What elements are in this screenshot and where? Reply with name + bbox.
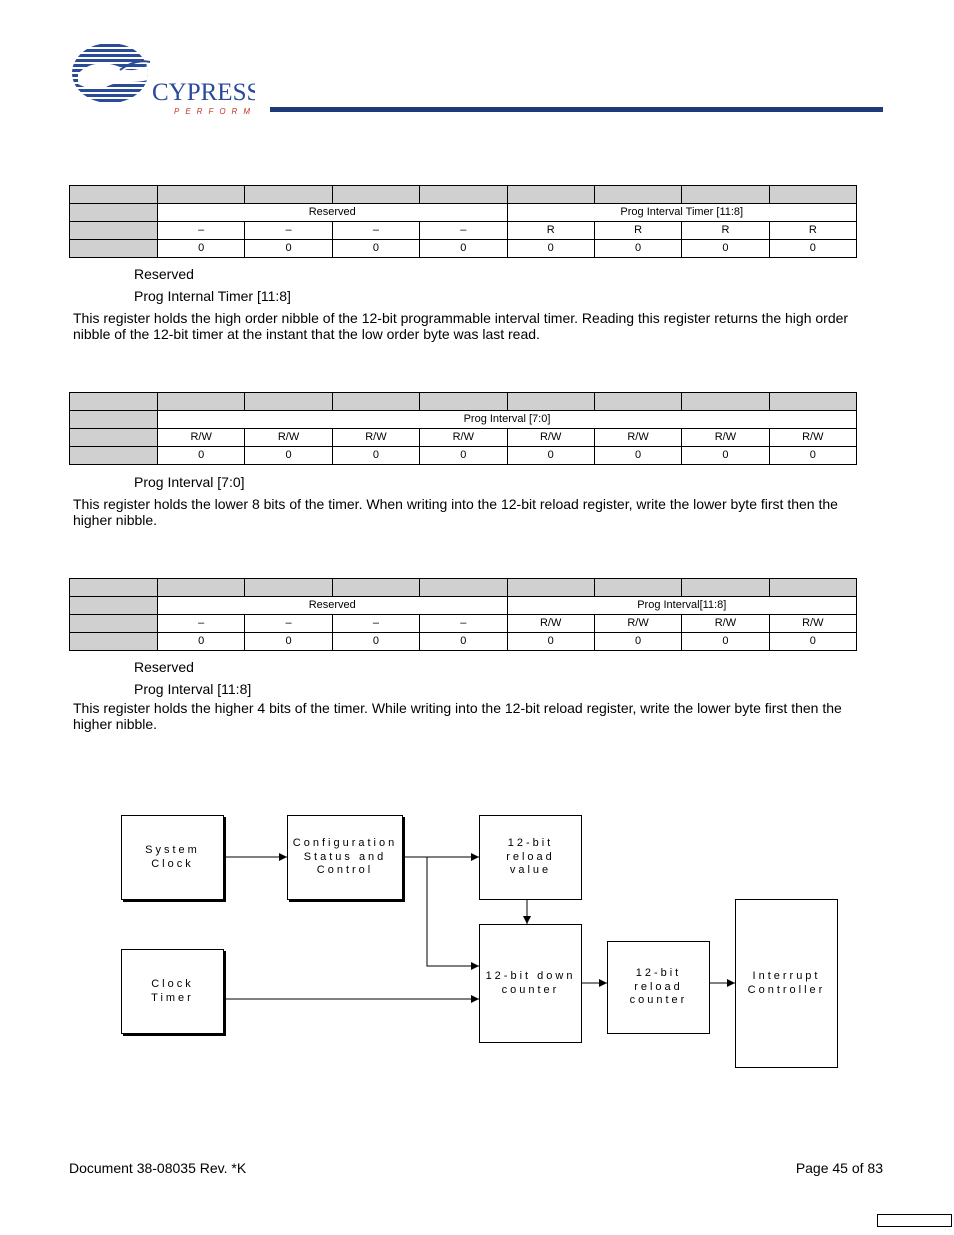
access-cell: R: [769, 222, 856, 240]
field-cell: Prog Interval [7:0]: [158, 411, 857, 429]
access-cell: R/W: [507, 429, 594, 447]
access-cell: R/W: [682, 615, 769, 633]
reset-cell: 0: [594, 447, 681, 465]
clock-timer-block: Clock Timer: [121, 949, 224, 1034]
reset-cell: 0: [420, 447, 507, 465]
reset-cell: 0: [158, 240, 245, 258]
reset-cell: 0: [420, 633, 507, 651]
reset-cell: 0: [507, 240, 594, 258]
reset-cell: 0: [594, 240, 681, 258]
arrow-config-to-downcounter: [427, 857, 479, 966]
reset-cell: 0: [682, 240, 769, 258]
reset-cell: 0: [594, 633, 681, 651]
reset-cell: 0: [507, 633, 594, 651]
page-number: Page 45 of 83: [795, 1160, 883, 1176]
access-cell: R/W: [682, 429, 769, 447]
reset-cell: 0: [769, 240, 856, 258]
access-cell: –: [158, 615, 245, 633]
reload-value-block: 12-bit reload value: [479, 815, 582, 900]
reset-cell: 0: [420, 240, 507, 258]
reset-cell: 0: [769, 633, 856, 651]
reset-cell: 0: [507, 447, 594, 465]
access-cell: R/W: [507, 615, 594, 633]
register-description: This register holds the lower 8 bits of the timer. When writing into the 12-bit reload register, write the lower byte first then the higher nibble.: [73, 496, 838, 528]
interrupt-controller-block: Interrupt Controller: [735, 899, 838, 1068]
reset-cell: 0: [158, 447, 245, 465]
reload-counter-block: 12-bit reload counter: [607, 941, 710, 1034]
access-cell: R/W: [769, 429, 856, 447]
field-name: Prog Interval [11:8]: [134, 681, 252, 697]
reset-cell: 0: [682, 447, 769, 465]
down-counter-block: 12-bit down counter: [479, 924, 582, 1043]
access-cell: R: [507, 222, 594, 240]
access-cell: R/W: [158, 429, 245, 447]
feedback-box: [877, 1214, 952, 1227]
register-description: This register holds the higher 4 bits of the timer. While writing into the 12-bit reload register, write the lower byte first then the higher nibble.: [73, 700, 842, 732]
access-cell: –: [158, 222, 245, 240]
field-name: Prog Interval [7:0]: [134, 474, 245, 490]
field-cell: Prog Interval Timer [11:8]: [507, 204, 857, 222]
logo-tagline: PERFORM: [174, 107, 255, 116]
field-name: Reserved: [134, 266, 194, 282]
reset-cell: 0: [332, 240, 419, 258]
access-cell: R/W: [769, 615, 856, 633]
field-name: Prog Internal Timer [11:8]: [134, 288, 291, 304]
logo-wordmark: CYPRESS: [152, 79, 255, 106]
access-cell: –: [332, 615, 419, 633]
access-cell: R/W: [245, 429, 332, 447]
document-number: Document 38-08035 Rev. *K: [69, 1160, 247, 1176]
access-cell: R: [594, 222, 681, 240]
access-cell: R/W: [594, 429, 681, 447]
reset-cell: 0: [682, 633, 769, 651]
access-cell: –: [420, 615, 507, 633]
reset-cell: 0: [245, 447, 332, 465]
config-status-control-block: Configuration Status and Control: [287, 815, 403, 900]
access-cell: –: [420, 222, 507, 240]
field-cell: Reserved: [158, 597, 508, 615]
field-name: Reserved: [134, 659, 194, 675]
register-description: This register holds the high order nibble of the 12-bit programmable interval timer. Reading this register returns the high order nibble of the 12-bit timer at the instant that the low order byte was last read.: [73, 310, 849, 342]
reset-cell: 0: [332, 447, 419, 465]
access-cell: –: [245, 222, 332, 240]
reset-cell: 0: [158, 633, 245, 651]
field-cell: Prog Interval[11:8]: [507, 597, 857, 615]
system-clock-block: System Clock: [121, 815, 224, 900]
access-cell: R/W: [594, 615, 681, 633]
reset-cell: 0: [245, 633, 332, 651]
reset-cell: 0: [769, 447, 856, 465]
field-cell: Reserved: [158, 204, 508, 222]
reset-cell: 0: [245, 240, 332, 258]
access-cell: –: [332, 222, 419, 240]
access-cell: R/W: [420, 429, 507, 447]
access-cell: R: [682, 222, 769, 240]
access-cell: –: [245, 615, 332, 633]
reset-cell: 0: [332, 633, 419, 651]
access-cell: R/W: [332, 429, 419, 447]
